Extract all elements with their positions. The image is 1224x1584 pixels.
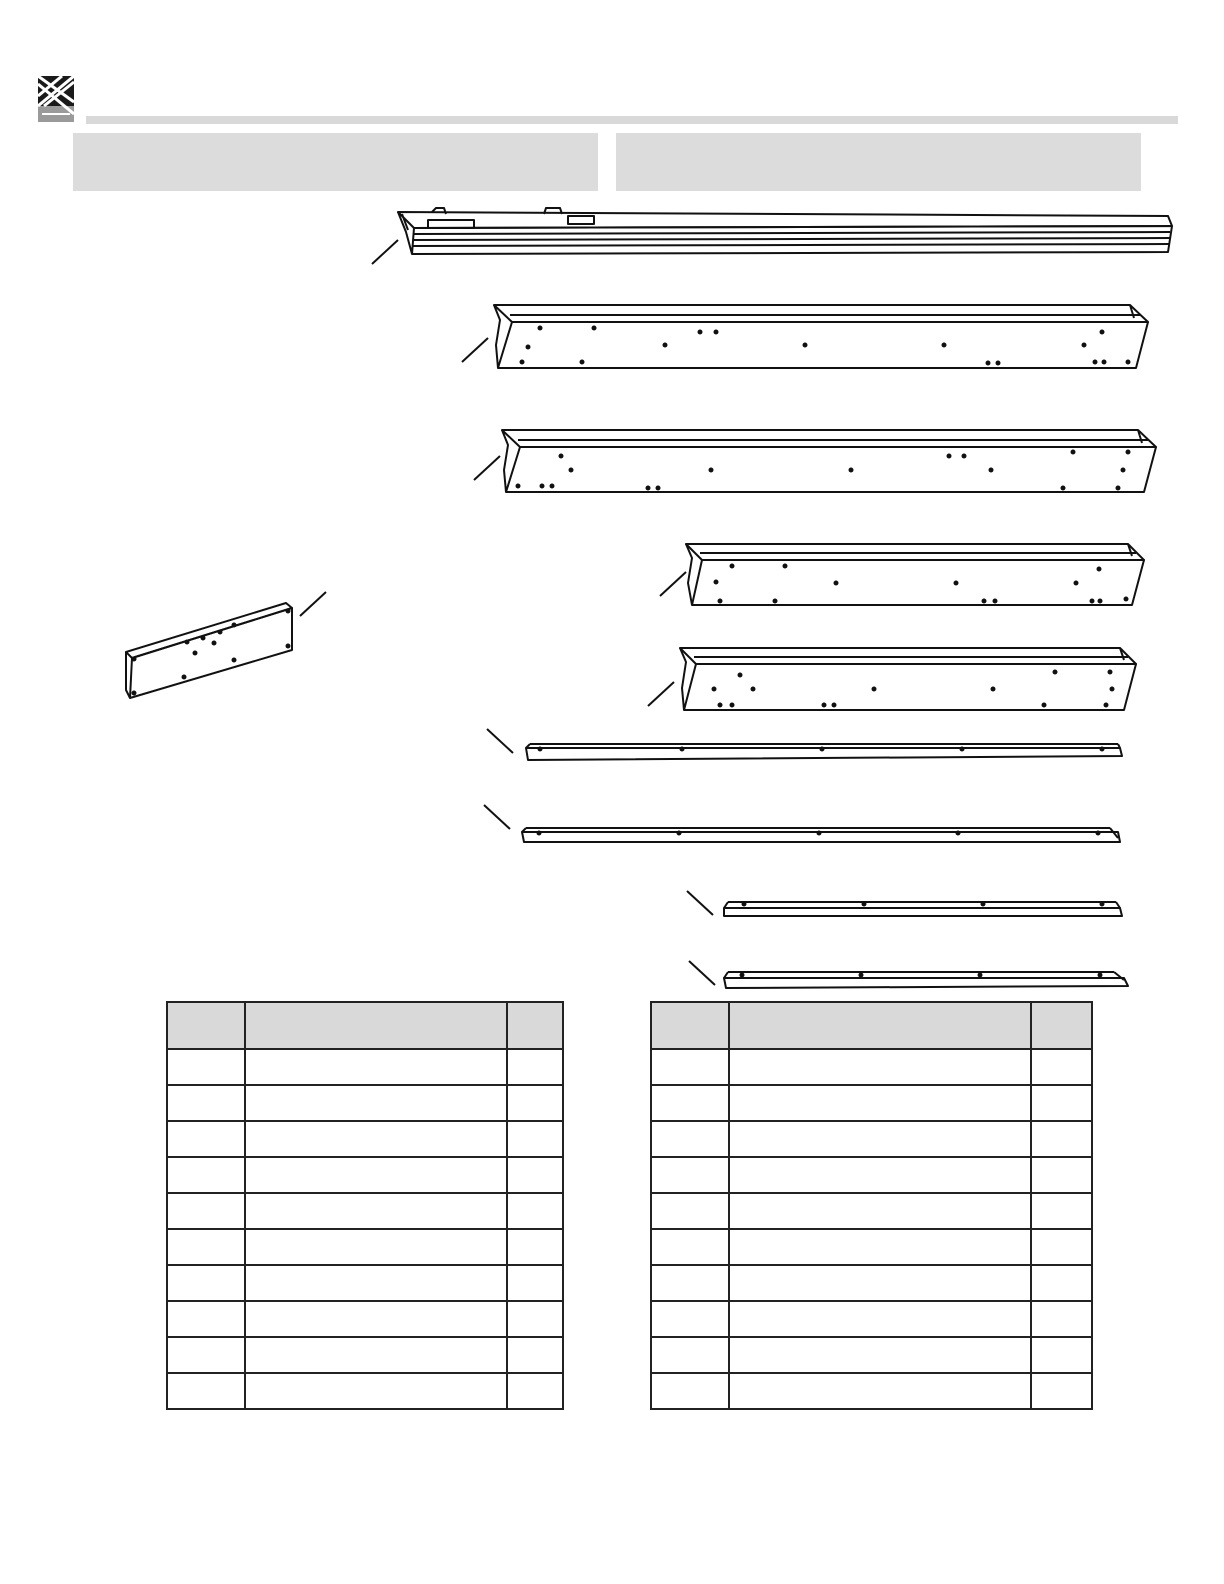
table-cell (507, 1193, 563, 1229)
table-cell (729, 1373, 1031, 1409)
table-cell (507, 1265, 563, 1301)
table-cell (1031, 1193, 1092, 1229)
part-channel-4 (648, 648, 1136, 710)
table-cell (245, 1373, 507, 1409)
table-row (651, 1301, 1092, 1337)
callout-leader (300, 592, 326, 616)
table-row (651, 1193, 1092, 1229)
table-cell (729, 1121, 1031, 1157)
table-cell (167, 1265, 245, 1301)
table-cell (729, 1229, 1031, 1265)
table-cell (651, 1049, 729, 1085)
column-header (729, 1002, 1031, 1049)
table-row (651, 1337, 1092, 1373)
table-cell (245, 1229, 507, 1265)
callout-leader (462, 338, 488, 362)
table-cell (651, 1337, 729, 1373)
table-cell (651, 1265, 729, 1301)
table-cell (167, 1085, 245, 1121)
table-cell (167, 1229, 245, 1265)
table-cell (729, 1193, 1031, 1229)
part-channel-2 (474, 430, 1156, 492)
column-header (1031, 1002, 1092, 1049)
table-cell (1031, 1229, 1092, 1265)
table-cell (245, 1193, 507, 1229)
table-cell (507, 1049, 563, 1085)
table-cell (245, 1121, 507, 1157)
table-row (167, 1121, 563, 1157)
table-cell (1031, 1085, 1092, 1121)
callout-leader (660, 572, 686, 596)
table-cell (507, 1229, 563, 1265)
table-cell (651, 1373, 729, 1409)
callout-leader (687, 891, 713, 915)
table-row (651, 1049, 1092, 1085)
part-angle-strip-3 (687, 891, 1122, 916)
table-cell (245, 1157, 507, 1193)
table-row (651, 1373, 1092, 1409)
table-header-row (651, 1002, 1092, 1049)
table-cell (1031, 1121, 1092, 1157)
table-cell (507, 1157, 563, 1193)
table-cell (245, 1085, 507, 1121)
table-cell (651, 1121, 729, 1157)
table-cell (1031, 1265, 1092, 1301)
callout-leader (648, 682, 674, 706)
table-row (167, 1373, 563, 1409)
table-cell (507, 1301, 563, 1337)
table-cell (167, 1193, 245, 1229)
table-row (167, 1085, 563, 1121)
table-cell (1031, 1337, 1092, 1373)
parts-table-right (650, 1001, 1093, 1410)
table-cell (167, 1337, 245, 1373)
table-cell (167, 1121, 245, 1157)
callout-leader (689, 961, 715, 985)
table-cell (651, 1301, 729, 1337)
table-cell (729, 1265, 1031, 1301)
table-cell (651, 1193, 729, 1229)
column-header (651, 1002, 729, 1049)
callout-leader (372, 240, 398, 264)
table-row (651, 1085, 1092, 1121)
table-row (167, 1049, 563, 1085)
callout-leader (474, 456, 500, 480)
table-cell (245, 1265, 507, 1301)
table-row (651, 1157, 1092, 1193)
table-cell (507, 1121, 563, 1157)
table-cell (1031, 1373, 1092, 1409)
table-row (167, 1301, 563, 1337)
table-cell (245, 1337, 507, 1373)
table-header-row (167, 1002, 563, 1049)
table-cell (729, 1337, 1031, 1373)
table-row (167, 1229, 563, 1265)
table-cell (651, 1085, 729, 1121)
part-angle-strip-4 (689, 961, 1128, 988)
table-cell (729, 1301, 1031, 1337)
table-row (651, 1121, 1092, 1157)
table-cell (167, 1049, 245, 1085)
table-cell (1031, 1157, 1092, 1193)
part-angle-strip-2 (484, 805, 1120, 842)
table-cell (507, 1337, 563, 1373)
table-row (167, 1157, 563, 1193)
table-cell (167, 1157, 245, 1193)
table-cell (729, 1157, 1031, 1193)
part-top-rail (372, 208, 1172, 264)
callout-leader (487, 729, 513, 753)
table-row (167, 1265, 563, 1301)
table-cell (1031, 1049, 1092, 1085)
callout-leader (484, 805, 510, 829)
part-channel-1 (462, 305, 1148, 368)
table-cell (651, 1229, 729, 1265)
table-cell (167, 1301, 245, 1337)
table-cell (729, 1085, 1031, 1121)
column-header (245, 1002, 507, 1049)
parts-table-left (166, 1001, 564, 1410)
table-row (651, 1229, 1092, 1265)
table-cell (507, 1085, 563, 1121)
part-side-panel (126, 592, 326, 698)
table-cell (507, 1373, 563, 1409)
table-cell (1031, 1301, 1092, 1337)
table-row (167, 1193, 563, 1229)
table-cell (729, 1049, 1031, 1085)
column-header (507, 1002, 563, 1049)
table-cell (245, 1049, 507, 1085)
table-row (651, 1265, 1092, 1301)
part-angle-strip-1 (487, 729, 1122, 760)
column-header (167, 1002, 245, 1049)
table-cell (167, 1373, 245, 1409)
table-row (167, 1337, 563, 1373)
table-cell (245, 1301, 507, 1337)
table-cell (651, 1157, 729, 1193)
part-channel-3 (660, 544, 1144, 605)
